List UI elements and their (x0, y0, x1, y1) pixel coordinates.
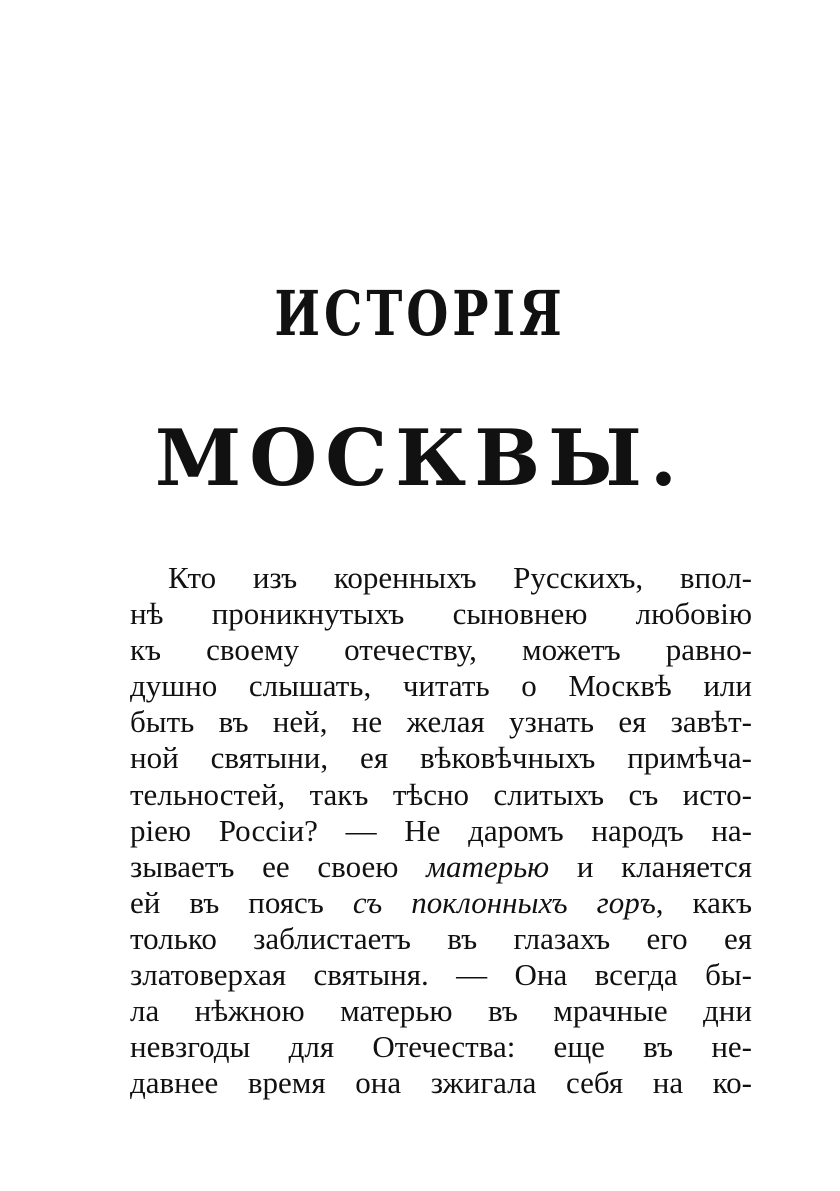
text-line (130, 704, 752, 740)
text-segment: ріею Россіи? — Не даромъ народъ на- (130, 812, 752, 848)
text-segment: давнее время она зжигала себя на ко- (130, 1065, 752, 1101)
text-line (130, 740, 752, 776)
text-segment: только заблистаетъ въ глазахъ его ея (130, 920, 752, 956)
text-segment: Кто изъ коренныхъ Русскихъ, впол- (168, 560, 752, 595)
heading-history: ИСТОРІЯ (274, 277, 566, 350)
text-line (130, 1065, 752, 1101)
text-line (130, 777, 752, 813)
text-segment: нѣ проникнутыхъ сыновнею любовію (130, 596, 752, 632)
text-segment: и кланяется (549, 848, 752, 884)
text-line (130, 885, 752, 921)
text-line (130, 813, 752, 849)
text-segment: быть въ ней, не желая узнать ея завѣт- (130, 704, 752, 740)
text-segment: ей въ поясъ (130, 884, 353, 920)
text-segment: зываетъ ее своею (130, 848, 427, 884)
text-segment: къ своему отечеству, можетъ равно- (130, 632, 752, 668)
text-segment: ла нѣжною матерью въ мрачные дни (130, 993, 752, 1029)
text-line (130, 632, 752, 668)
text-segment: душно слышать, читать о Москвѣ или (130, 668, 752, 704)
italic-phrase: съ поклонныхъ горъ (352, 884, 656, 920)
text-segment: , какъ (655, 884, 752, 920)
text-segment: ной святыни, ея вѣковѣчныхъ примѣча- (130, 740, 752, 776)
italic-phrase: матерью (426, 848, 550, 884)
text-segment: невзгоды для Отечества: еще въ не- (130, 1029, 752, 1065)
text-line (130, 921, 752, 957)
body-paragraph (130, 560, 752, 1101)
text-segment: златоверхая святыня. — Она всегда бы- (130, 957, 752, 993)
heading-moscow: МОСКВЫ. (154, 413, 686, 504)
text-line (130, 668, 752, 704)
text-line (130, 1029, 752, 1065)
text-line (130, 560, 752, 596)
text-line (130, 957, 752, 993)
text-line (130, 596, 752, 632)
text-segment: тельностей, такъ тѣсно слитыхъ съ исто- (130, 776, 752, 812)
text-line (130, 993, 752, 1029)
text-line (130, 849, 752, 885)
